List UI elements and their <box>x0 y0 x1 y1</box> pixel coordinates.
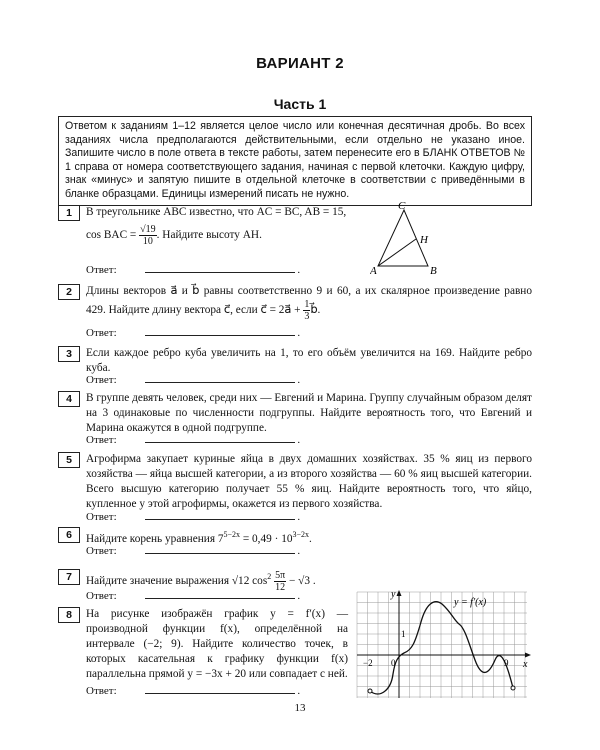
triangle-figure <box>370 200 455 278</box>
answer-row: Ответ: . <box>86 374 301 386</box>
task-1 <box>58 205 532 275</box>
answer-label: Ответ: <box>86 374 117 386</box>
x-axis-arrow <box>525 653 531 658</box>
fraction <box>139 224 157 247</box>
page-number: 13 <box>294 702 306 714</box>
answer-label: Ответ: <box>86 685 117 697</box>
task-fragment: Найдите значение выражения √12 cos <box>86 574 268 587</box>
vertex-c-label: C <box>398 200 406 212</box>
fraction-numerator: 5π <box>275 569 286 581</box>
task-number: 1 <box>58 205 80 221</box>
variant-title: ВАРИАНТ 2 <box>256 55 344 72</box>
task-text: Если каждое ребро куба увеличить на 1, то его объём увеличится на 169. Найдите ребро куба. <box>86 347 532 374</box>
task-fragment: . <box>309 532 312 545</box>
task-fragment: − √3 . <box>286 574 316 587</box>
task-6 <box>58 527 532 563</box>
answer-field[interactable] <box>145 684 295 694</box>
answer-row: Ответ: . <box>86 545 301 557</box>
answer-label: Ответ: <box>86 511 117 523</box>
answer-field[interactable] <box>145 373 295 383</box>
answer-row: Ответ: . <box>86 264 301 276</box>
answer-field[interactable] <box>145 263 295 273</box>
task-3 <box>58 346 532 386</box>
graph-grid <box>357 592 527 698</box>
vertex-a-label: A <box>370 265 377 277</box>
answer-row: Ответ: . <box>86 434 301 446</box>
fraction-denominator: 3 <box>304 311 310 322</box>
y-axis-label: y <box>391 589 396 600</box>
answer-row: Ответ: . <box>86 685 301 697</box>
task-number: 2 <box>58 284 80 300</box>
task-fragment: Найдите корень уравнения 7 <box>86 532 224 545</box>
answer-field[interactable] <box>145 544 295 554</box>
task-text: На рисунке изображён график y = f′(x) — производной функции f(x), определённой на интервале (−2; 9). Найдите количество точек, в которых касательная к графику функции f(x) параллельна прямой y = −3x + 20 или совпадает с ней. <box>86 608 348 680</box>
answer-label: Ответ: <box>86 590 117 602</box>
task-line <box>86 224 376 247</box>
task-text: В группе девять человек, среди них — Евгений и Марина. Группу случайным образом делят на 3 одинаковые по численности подгруппы. Найдите вероятность того, что Евгений и Марина окажутся в одной подгруппе. <box>86 392 532 434</box>
part-title: Часть 1 <box>273 96 327 112</box>
answer-label: Ответ: <box>86 545 117 557</box>
fraction-denominator: 12 <box>275 581 286 593</box>
answer-field[interactable] <box>145 326 295 336</box>
tick-label-1: 1 <box>401 629 406 639</box>
task-text <box>86 205 376 247</box>
task-line: В треугольнике ABC известно, что AC = BC, AB = 15, <box>86 206 347 218</box>
vertex-b-label: B <box>430 265 437 277</box>
task-number: 3 <box>58 346 80 362</box>
answer-field[interactable] <box>145 510 295 520</box>
tick-label-0: 0 <box>391 658 396 668</box>
task-fragment: cos BAC = <box>86 229 137 242</box>
height-ah <box>378 239 416 266</box>
answer-label: Ответ: <box>86 264 117 276</box>
task-fragment: = 0,49 · 10 <box>240 532 293 545</box>
answer-label: Ответ: <box>86 327 117 339</box>
task-2 <box>58 284 532 340</box>
task-number: 7 <box>58 569 80 585</box>
exponent: 5−2x <box>223 530 241 539</box>
task-number: 6 <box>58 527 80 543</box>
interval-start-point <box>368 689 372 693</box>
task-number: 5 <box>58 452 80 468</box>
function-label: y = f′(x) <box>454 597 487 608</box>
task-5 <box>58 452 532 522</box>
answer-row: Ответ: . <box>86 327 301 339</box>
derivative-curve <box>370 602 513 694</box>
instructions-box: Ответом к заданиям 1–12 является целое число или конечная десятичная дробь. Во всех заданиях числа предполагаются действительными, если отдельно не указано иное. Запишите число в поле ответа в тексте работы, затем перенесите его в БЛАНК ОТВЕТОВ № 1 справа от номера соответствующего задания, начиная с первой клеточки. Каждую цифру, знак «минус» и запятую пишите в отдельной клеточке в соответствии с приведёнными в бланке образцами. Единицы измерений писать не нужно. <box>58 116 532 206</box>
x-axis-label: x <box>523 659 528 670</box>
fraction-numerator: √19 <box>140 224 156 235</box>
tick-label-neg2: −2 <box>363 658 373 668</box>
vertex-h-label: H <box>420 234 428 246</box>
fraction-denominator: 10 <box>142 236 153 247</box>
task-text <box>86 284 532 322</box>
answer-field[interactable] <box>145 589 295 599</box>
exponent: 3−2x <box>292 530 310 539</box>
exponent: 2 <box>267 572 272 581</box>
answer-row: Ответ: . <box>86 590 301 602</box>
interval-end-point <box>511 686 515 690</box>
task-4 <box>58 391 532 447</box>
task-fragment: . Найдите высоту AH. <box>156 229 262 242</box>
answer-label: Ответ: <box>86 434 117 446</box>
answer-field[interactable] <box>145 433 295 443</box>
task-fragment: Длины векторов a⃗ и b⃗ равны соответственно 9 и 60, а их скалярное произведение равно 429. Найдите длину вектора c⃗, если c⃗ = 2a⃗ + <box>86 285 532 317</box>
task-fragment: b⃗. <box>310 304 321 317</box>
derivative-graph <box>355 588 533 700</box>
task-number: 8 <box>58 607 80 623</box>
tick-label-9: 9 <box>504 658 509 668</box>
fraction-numerator: 1 <box>304 299 310 310</box>
answer-row: Ответ: . <box>86 511 301 523</box>
task-number: 4 <box>58 391 80 407</box>
y-axis-arrow <box>397 590 402 596</box>
task-text: Агрофирма закупает куриные яйца в двух домашних хозяйствах. 35 % яиц из первого хозяйства — яйца высшей категории, а из второго хозяйства — 60 % яиц высшей категории. Всего высшую категорию получает 55 % яиц. Найдите вероятность того, что яйцо, купленное у этой агрофирмы, окажется из первого хозяйства. <box>86 453 532 510</box>
